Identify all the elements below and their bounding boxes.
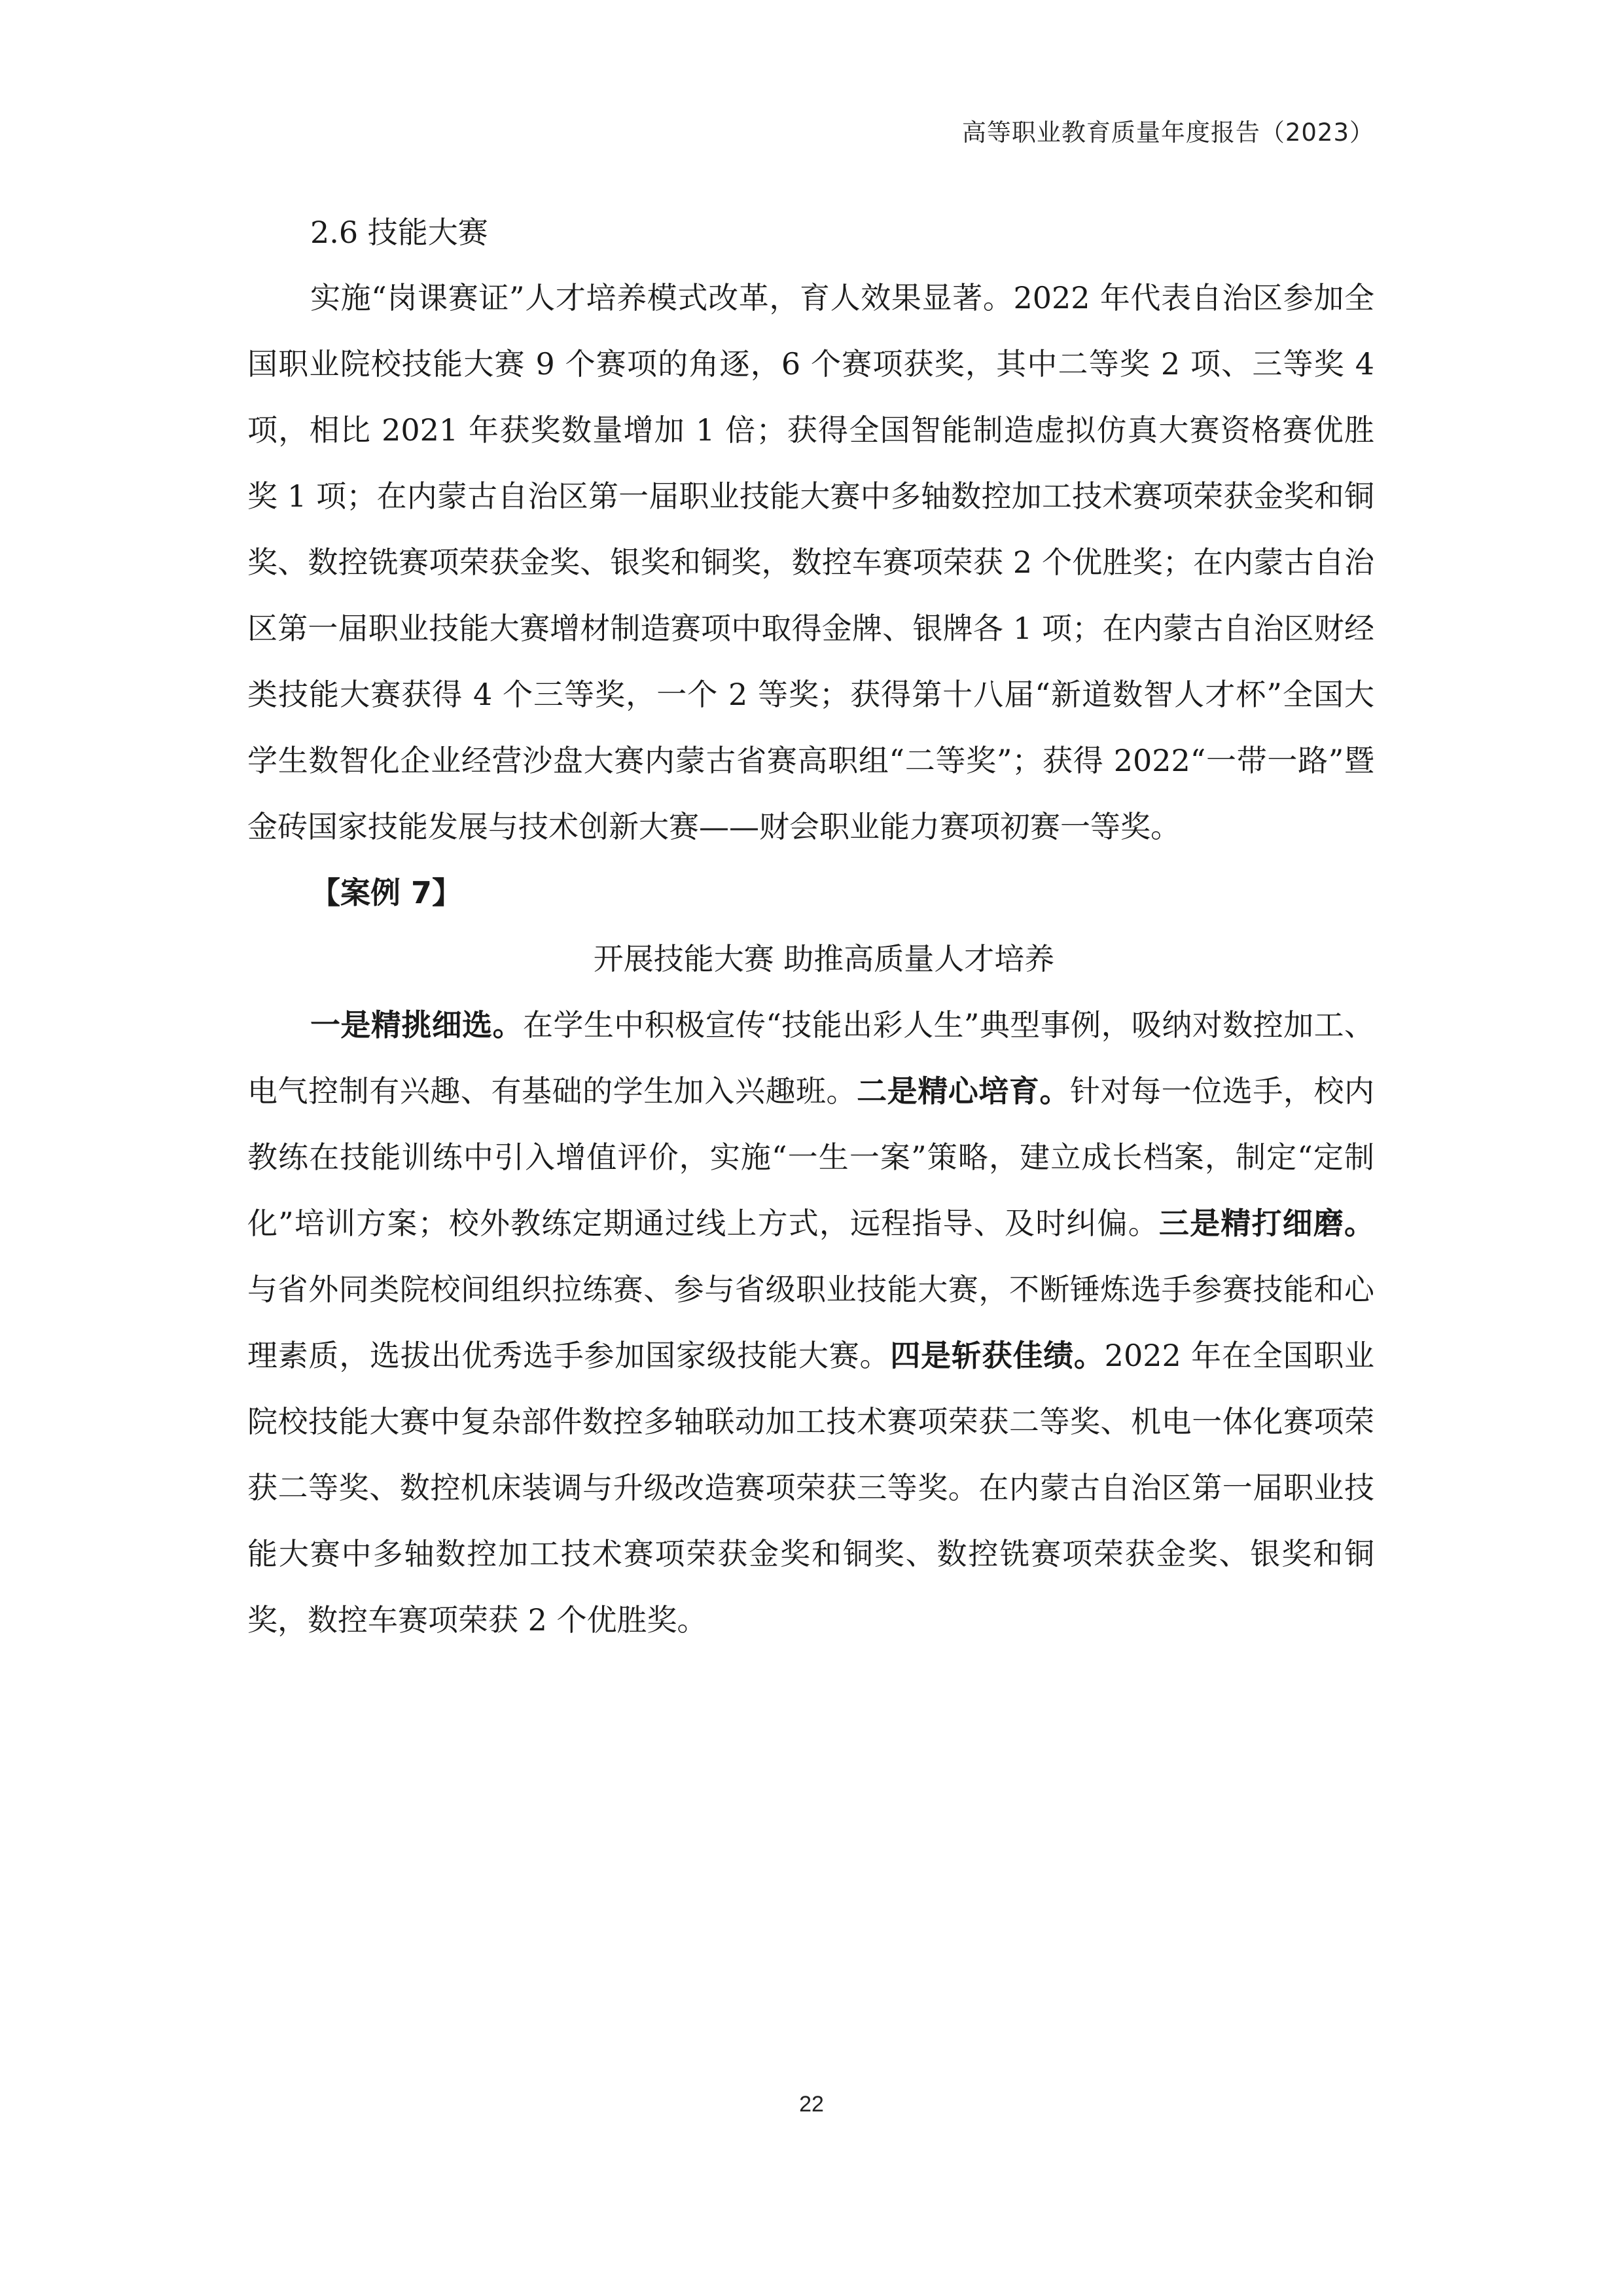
page-number: 22 xyxy=(799,2092,824,2117)
case-paragraph xyxy=(247,992,1374,1653)
case-point-2-heading: 二是精心培育。 xyxy=(857,1073,1071,1109)
case-title: 开展技能大赛 助推高质量人才培养 xyxy=(593,941,1055,977)
case-point-1-text: 在学生中积极宣传“技能出彩人生”典型事例，吸纳对数控加工、电气控制有兴趣、有基础的学生加入兴趣班。 xyxy=(247,1007,1374,1109)
case-point-2-text: 针对每一位选手，校内教练在技能训练中引入增值评价，实施“一生一案”策略，建立成长档案，制定“定制化”培训方案；校外教练定期通过线上方式，远程指导、及时纠偏。 xyxy=(247,1073,1375,1241)
section-paragraph: 实施“岗课赛证”人才培养模式改革，育人效果显著。2022 年代表自治区参加全国职业院校技能大赛 9 个赛项的角逐，6 个赛项获奖，其中二等奖 2 项、三等奖 4 项，相比 2021 年获奖数量增加 1 倍；获得全国智能制造虚拟仿真大赛资格赛优胜奖 1 项；在内蒙古自治区第一届职业技能大赛中多轴数控加工技术赛项荣获金奖和铜奖、数控铣赛项荣获金奖、银奖和铜奖，数控车赛项荣获 2 个优胜奖；在内蒙古自治区第一届职业技能大赛增材制造赛项中取得金牌、银牌各 1 项；在内蒙古自治区财经类技能大赛获得 4 个三等奖，一个 2 等奖；获得第十八届“新道数智人才杯”全国大学生数智化企业经营沙盘大赛内蒙古省赛高职组“二等奖”；获得 2022“一带一路”暨金砖国家技能发展与技术创新大赛——财会职业能力赛项初赛一等奖。 xyxy=(247,280,1374,844)
case-point-4-text: 2022 年在全国职业院校技能大赛中复杂部件数控多轴联动加工技术赛项荣获二等奖、机电一体化赛项荣获二等奖、数控机床装调与升级改造赛项荣获三等奖。在内蒙古自治区第一届职业技能大赛中多轴数控加工技术赛项荣获金奖和铜奖、数控铣赛项荣获金奖、银奖和铜奖，数控车赛项荣获 2 个优胜奖。 xyxy=(247,1338,1375,1638)
case-label: 【案例 7】 xyxy=(310,875,463,910)
case-point-3-heading: 三是精打细磨。 xyxy=(1158,1206,1374,1241)
case-point-3-text: 与省外同类院校间组织拉练赛、参与省级职业技能大赛，不断锤炼选手参赛技能和心理素质，选拔出优秀选手参加国家级技能大赛。 xyxy=(247,1272,1374,1373)
section-heading: 2.6 技能大赛 xyxy=(310,215,488,250)
page-content xyxy=(247,200,1374,1653)
page-header: 高等职业教育质量年度报告（2023） xyxy=(961,118,1374,147)
case-point-1-heading: 一是精挑细选。 xyxy=(310,1007,523,1043)
case-point-4-heading: 四是斩获佳绩。 xyxy=(890,1338,1105,1373)
